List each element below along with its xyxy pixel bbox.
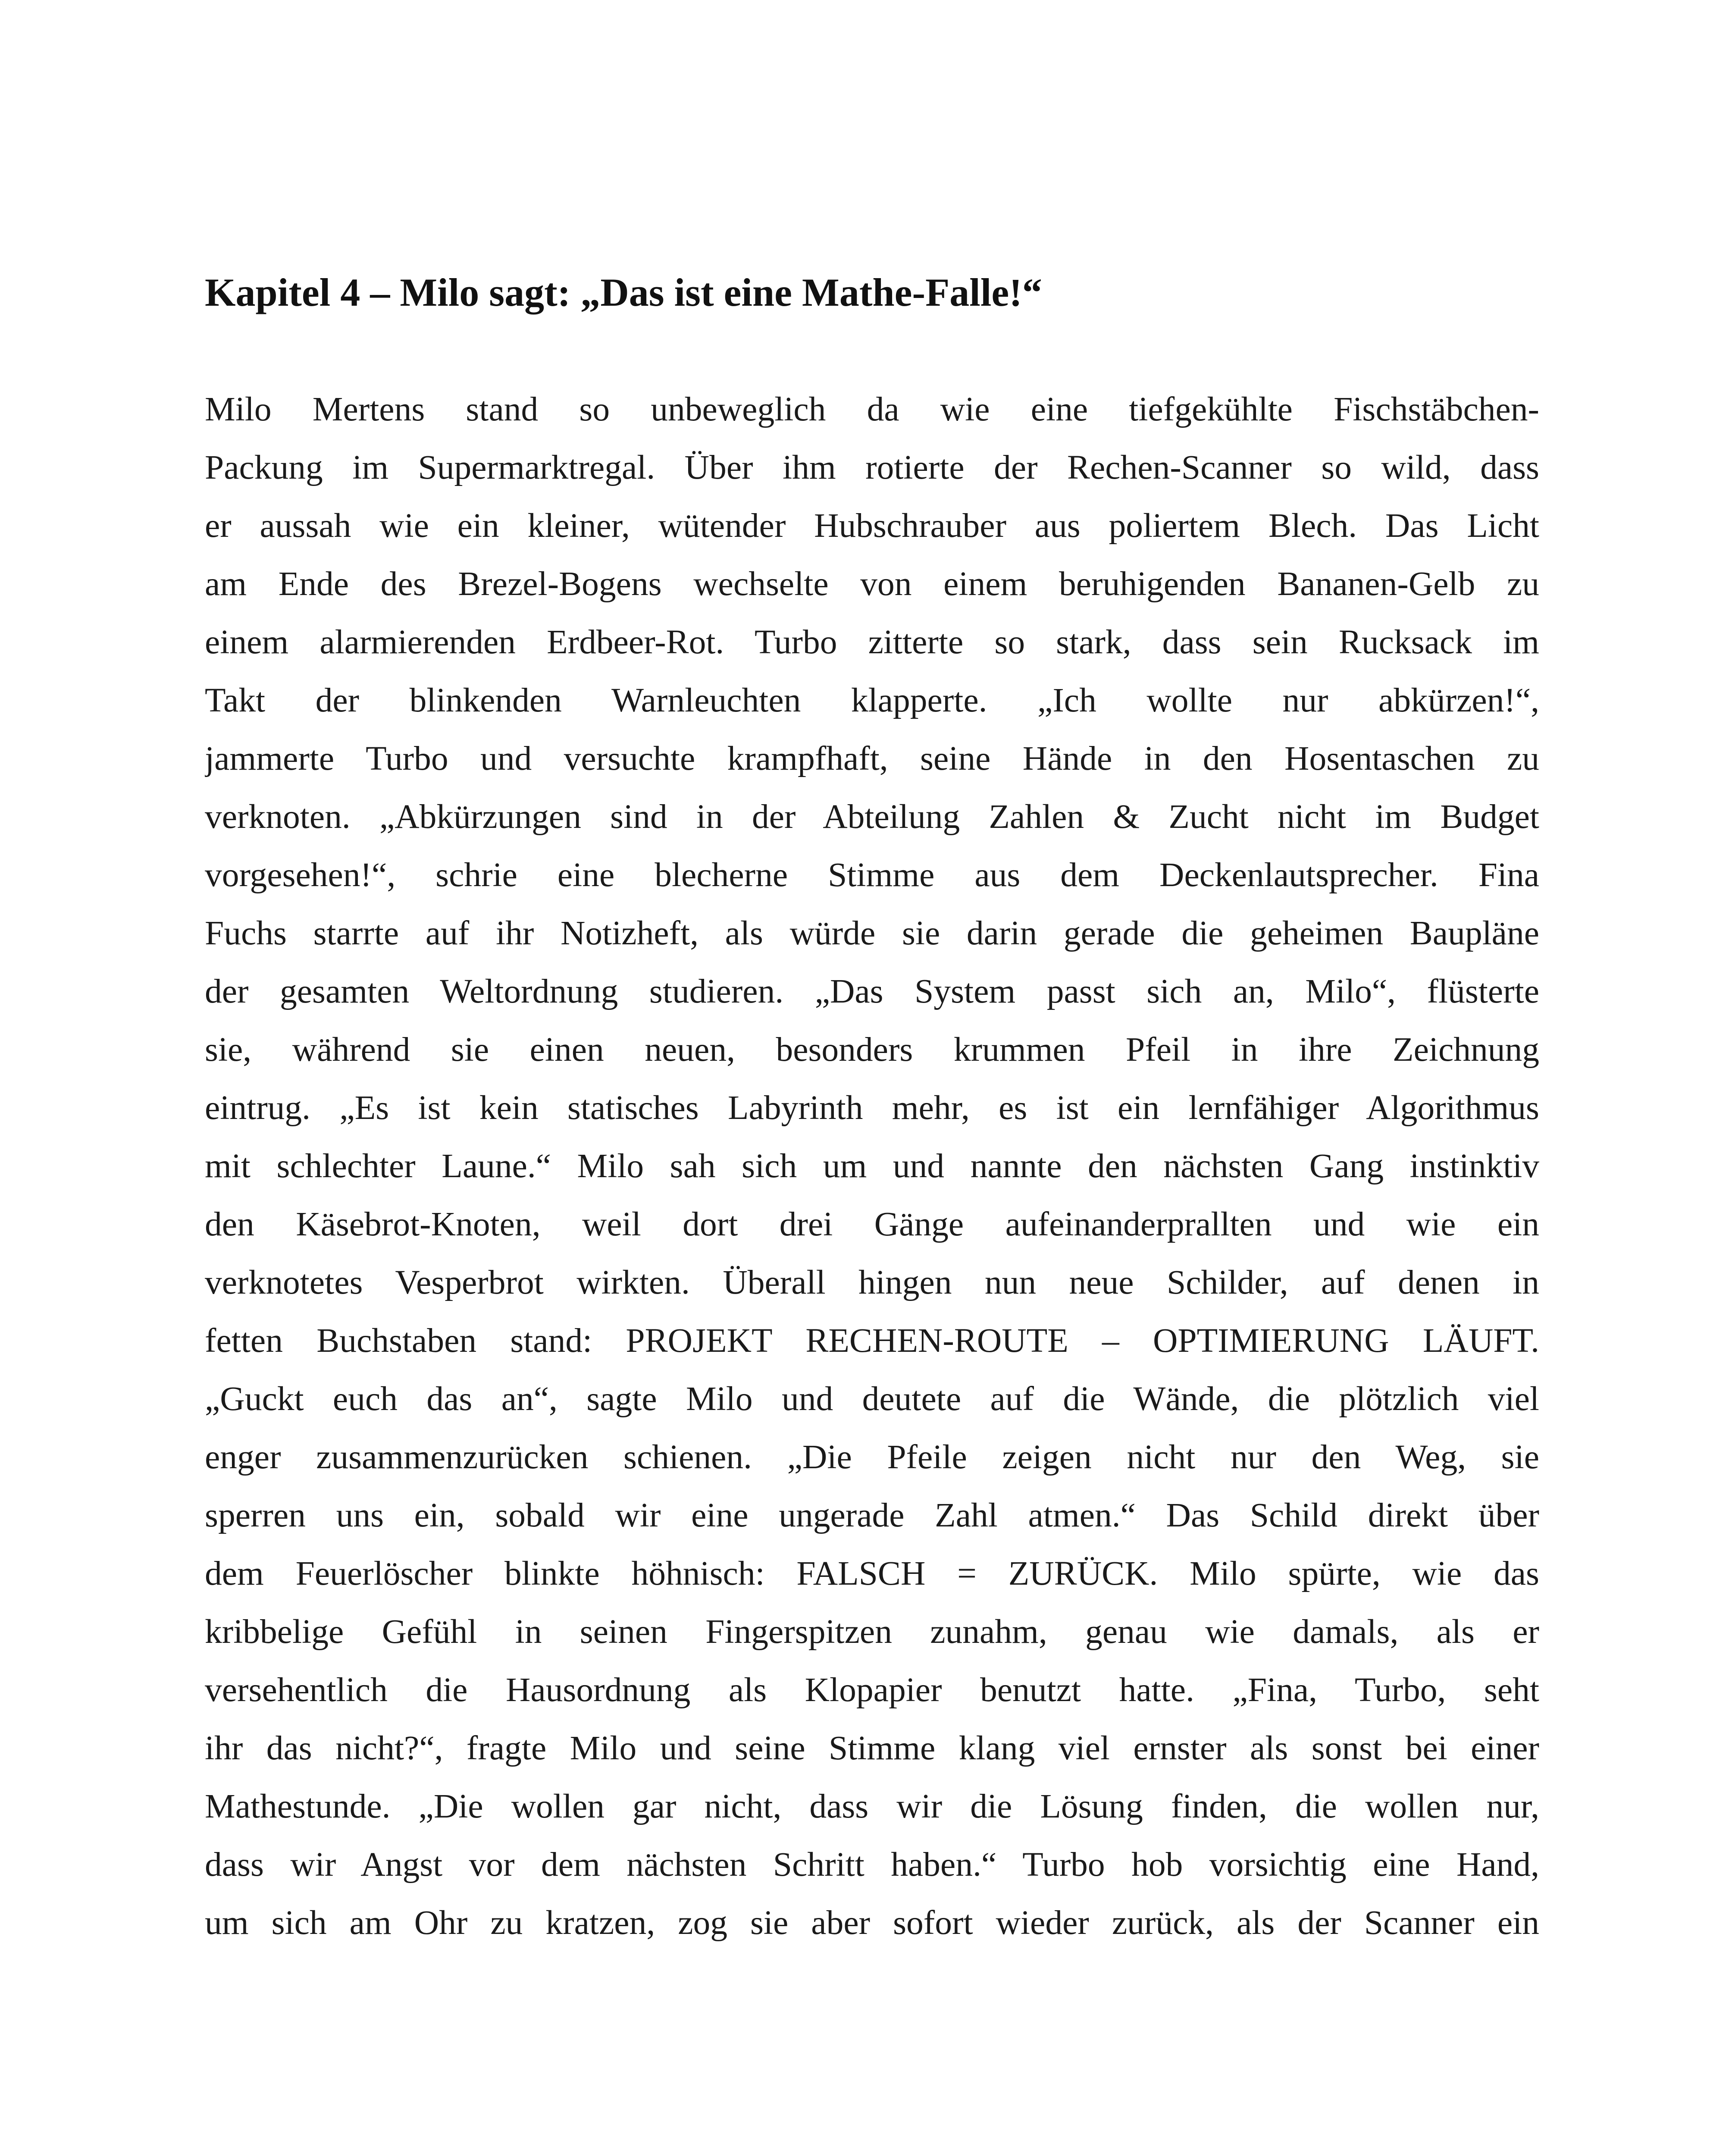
body-line: versehentlich die Hausordnung als Klopapier benutzt hatte. „Fina, Turbo, seht [205, 1671, 1539, 1709]
body-line: Fuchs starrte auf ihr Notizheft, als würde sie darin gerade die geheimen Baupläne [205, 914, 1539, 952]
body-line: der gesamten Weltordnung studieren. „Das System passt sich an, Milo“, flüsterte [205, 972, 1539, 1010]
body-line: enger zusammenzurücken schienen. „Die Pfeile zeigen nicht nur den Weg, sie [205, 1438, 1539, 1476]
body-line: einem alarmierenden Erdbeer-Rot. Turbo zitterte so stark, dass sein Rucksack im [205, 623, 1539, 661]
body-line: dass wir Angst vor dem nächsten Schritt haben.“ Turbo hob vorsichtig eine Hand, [205, 1846, 1539, 1883]
body-line: Milo Mertens stand so unbeweglich da wie eine tiefgekühlte Fischstäbchen- [205, 390, 1539, 428]
body-line: um sich am Ohr zu kratzen, zog sie aber sofort wieder zurück, als der Scanner ein [205, 1904, 1539, 1942]
body-line: Mathestunde. „Die wollen gar nicht, dass wir die Lösung finden, die wollen nur, [205, 1787, 1539, 1825]
body-line: fetten Buchstaben stand: PROJEKT RECHEN-ROUTE – OPTIMIERUNG LÄUFT. [205, 1322, 1539, 1360]
body-line: er aussah wie ein kleiner, wütender Hubschrauber aus poliertem Blech. Das Licht [205, 507, 1539, 545]
chapter-body [205, 380, 1539, 1952]
body-line: vorgesehen!“, schrie eine blecherne Stimme aus dem Deckenlautsprecher. Fina [205, 856, 1539, 894]
body-line: verknotetes Vesperbrot wirkten. Überall hingen nun neue Schilder, auf denen in [205, 1263, 1539, 1301]
body-line: ihr das nicht?“, fragte Milo und seine Stimme klang viel ernster als sonst bei einer [205, 1729, 1539, 1767]
body-line: „Guckt euch das an“, sagte Milo und deutete auf die Wände, die plötzlich viel [205, 1380, 1539, 1418]
body-line: dem Feuerlöscher blinkte höhnisch: FALSCH = ZURÜCK. Milo spürte, wie das [205, 1554, 1539, 1592]
body-line: eintrug. „Es ist kein statisches Labyrinth mehr, es ist ein lernfähiger Algorithmus [205, 1089, 1539, 1127]
body-line: sperren uns ein, sobald wir eine ungerade Zahl atmen.“ Das Schild direkt über [205, 1496, 1539, 1534]
body-line: jammerte Turbo und versuchte krampfhaft, seine Hände in den Hosentaschen zu [205, 740, 1539, 777]
body-line: Takt der blinkenden Warnleuchten klapperte. „Ich wollte nur abkürzen!“, [205, 681, 1539, 719]
body-line: sie, während sie einen neuen, besonders krummen Pfeil in ihre Zeichnung [205, 1031, 1539, 1069]
body-line: verknoten. „Abkürzungen sind in der Abteilung Zahlen & Zucht nicht im Budget [205, 798, 1539, 836]
body-line: mit schlechter Laune.“ Milo sah sich um und nannte den nächsten Gang instinktiv [205, 1147, 1539, 1185]
body-line: kribbelige Gefühl in seinen Fingerspitzen zunahm, genau wie damals, als er [205, 1613, 1539, 1651]
body-line: den Käsebrot-Knoten, weil dort drei Gänge aufeinanderprallten und wie ein [205, 1205, 1539, 1243]
body-line: Packung im Supermarktregal. Über ihm rotierte der Rechen-Scanner so wild, dass [205, 448, 1539, 486]
body-line: am Ende des Brezel-Bogens wechselte von einem beruhigenden Bananen-Gelb zu [205, 565, 1539, 603]
chapter-title: Kapitel 4 – Milo sagt: „Das ist eine Mathe-Falle!“ [205, 270, 1042, 314]
